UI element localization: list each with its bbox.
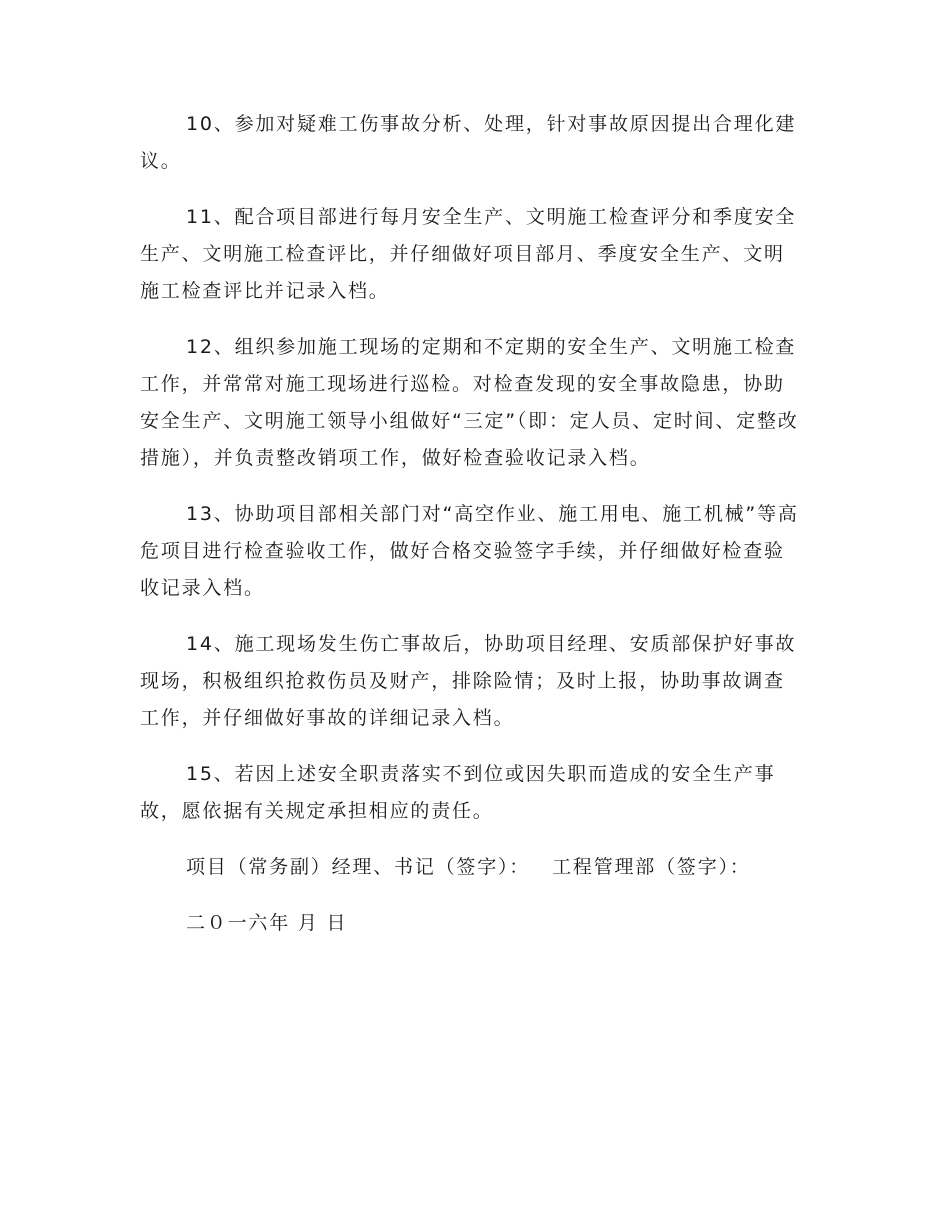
paragraph-item-15: 15、若因上述安全职责落实不到位或因失职而造成的安全生产事故，愿依据有关规定承担相应的责任。 xyxy=(140,763,776,822)
paragraph-item-11: 11、配合项目部进行每月安全生产、文明施工检查评分和季度安全生产、文明施工检查评比，并仔细做好项目部月、季度安全生产、文明施工检查评比并记录入档。 xyxy=(140,206,797,302)
document-body xyxy=(140,106,800,942)
paragraph-item-13: 13、协助项目部相关部门对“高空作业、施工用电、施工机械”等高危项目进行检查验收工作，做好合格交验签字手续，并仔细做好检查验收记录入档。 xyxy=(140,503,799,599)
paragraph-item-10: 10、参加对疑难工伤事故分析、处理，针对事故原因提出合理化建议。 xyxy=(140,113,797,172)
date-line: 二０一六年 月 日 xyxy=(186,912,348,934)
signature-engineering-dept: 工程管理部（签字）： xyxy=(552,856,751,878)
signature-line xyxy=(140,849,800,886)
paragraph-item-12: 12、组织参加施工现场的定期和不定期的安全生产、文明施工检查工作，并常常对施工现场进行巡检。对检查发现的安全事故隐患，协助安全生产、文明施工领导小组做好“三定”（即：定人员、定时间、定整改措施），并负责整改销项工作，做好检查验收记录入档。 xyxy=(140,336,799,469)
signature-project-manager: 项目（常务副）经理、书记（签字）： xyxy=(186,856,531,878)
paragraph-item-14: 14、施工现场发生伤亡事故后，协助项目经理、安质部保护好事故现场，积极组织抢救伤员及财产，排除险情；及时上报，协助事故调查工作，并仔细做好事故的详细记录入档。 xyxy=(140,633,797,729)
